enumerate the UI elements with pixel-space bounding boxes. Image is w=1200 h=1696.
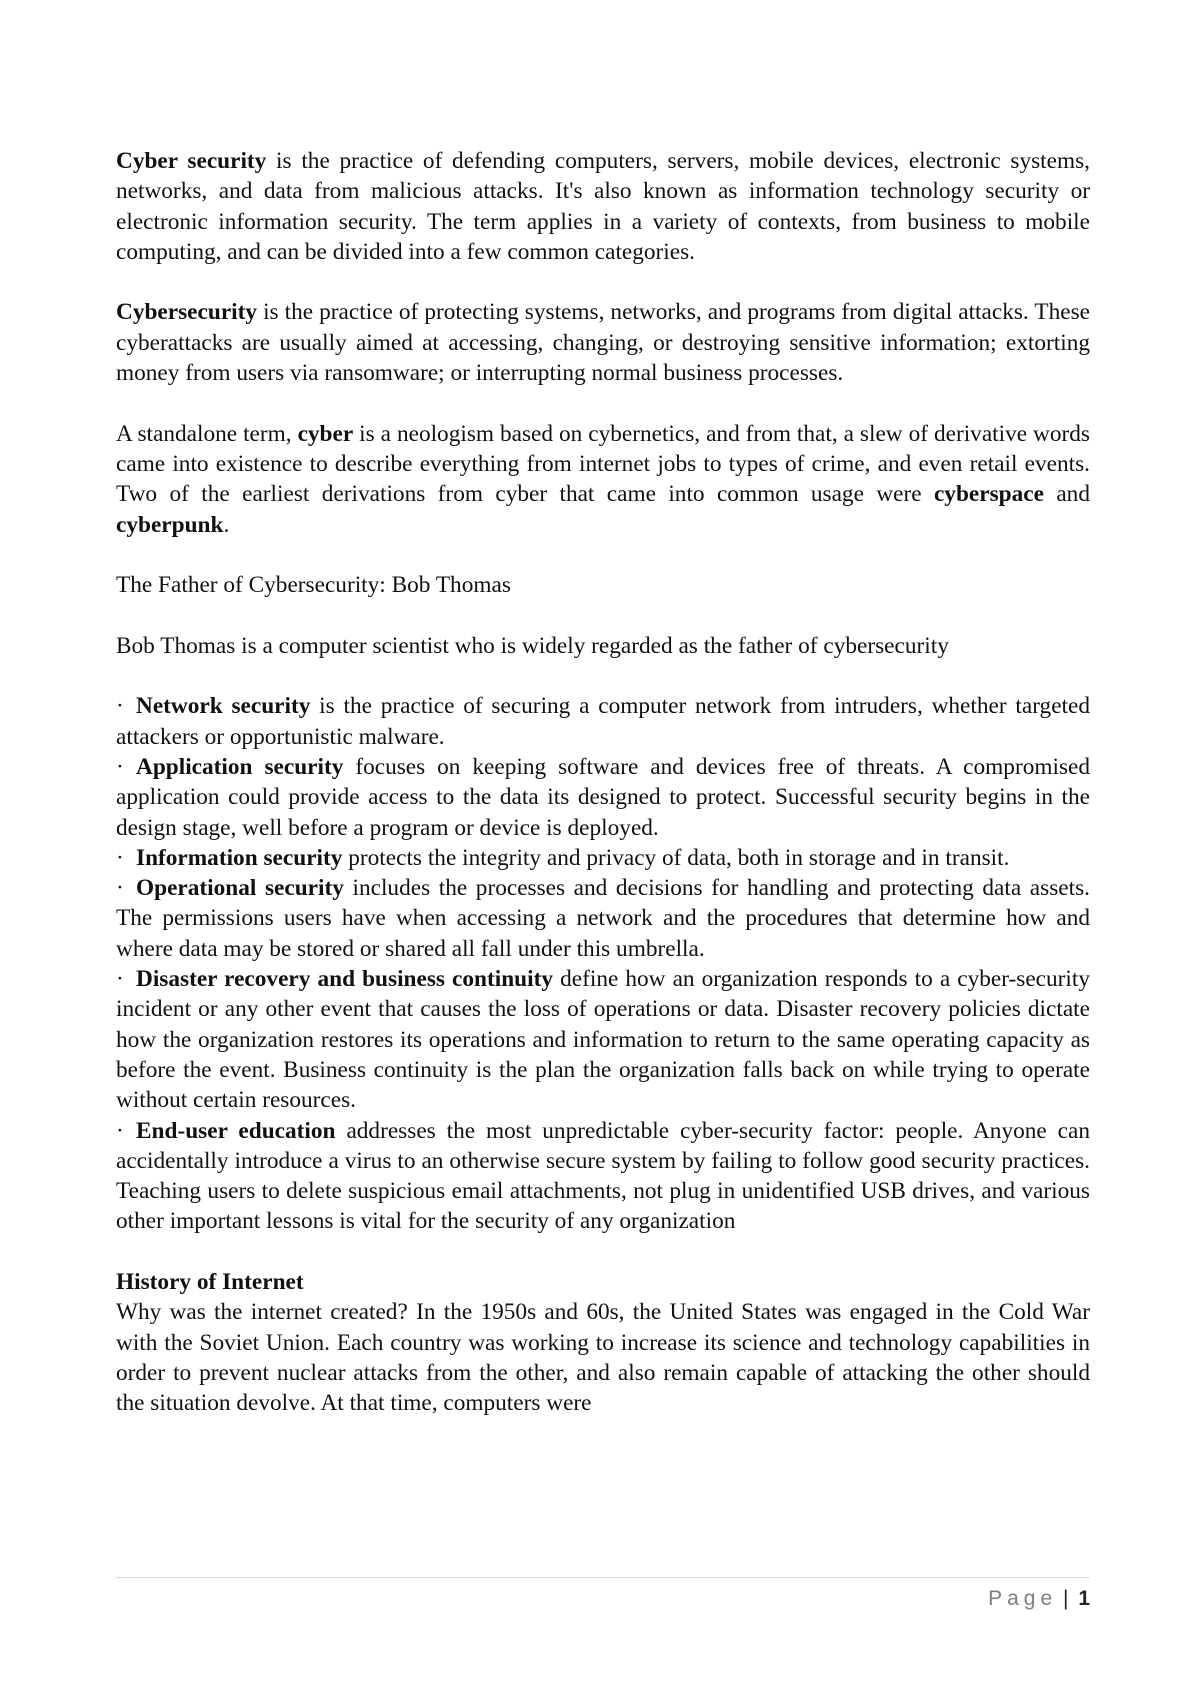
term-operational-security: Operational security bbox=[136, 875, 344, 902]
bullet-mark: · bbox=[116, 875, 124, 902]
list-item-network-security bbox=[116, 691, 1090, 752]
term-information-security: Information security bbox=[136, 844, 343, 871]
term-application-security: Application security bbox=[136, 753, 344, 780]
paragraph-cyber-security bbox=[116, 146, 1090, 267]
bullet-mark: · bbox=[116, 844, 124, 871]
bullet-mark: · bbox=[116, 693, 124, 720]
paragraph-text: is the practice of defending computers, servers, mobile devices, electronic systems, networks, and data from malicious attacks. It's also known as information technology security or electronic information security. The term applies in a variety of contexts, from business to mobile computing, and can be divided into a few common categories. bbox=[116, 148, 1091, 265]
paragraph-text: and bbox=[1043, 481, 1090, 508]
history-heading: History of Internet bbox=[116, 1268, 304, 1295]
footer-page-number: 1 bbox=[1078, 1587, 1090, 1610]
term-cyber-security: Cyber security bbox=[116, 148, 267, 174]
list-item-text: define how an organization responds to a cyber-security incident or any other event that causes the loss of operations or data. Disaster recovery policies dictate how the organization restores its operations and information to return to the same operating capacity as before the event. Business continuity is the plan the organization falls back on while trying to operate without certain resources. bbox=[116, 966, 1090, 1114]
term-cyberspace: cyberspace bbox=[933, 481, 1044, 508]
list-item-text: addresses the most unpredictable cyber-security factor: people. Anyone can accidentally introduce a virus to an otherwise secure system by failing to follow good security practices. Teaching users to delete suspicious email attachments, not plug in unidentified USB drives, and various other important lessons is vital for the security of any organization bbox=[116, 1117, 1091, 1235]
security-categories-list bbox=[116, 691, 1090, 1236]
term-cyberpunk: cyberpunk bbox=[116, 511, 224, 538]
list-item-text: is the practice of securing a computer network from intruders, whether targeted attackers or opportunistic malware. bbox=[116, 693, 1090, 750]
footer-page-label: Page bbox=[988, 1587, 1058, 1610]
term-disaster-recovery: Disaster recovery and business continuity bbox=[136, 966, 554, 993]
paragraph-text: is a neologism based on cybernetics, and from that, a slew of derivative words came into existence to describe everything from internet jobs to types of crime, and even retail events. Two of the earliest derivations from cyber that came into common usage were bbox=[116, 420, 1090, 508]
footer-separator: | bbox=[1063, 1587, 1069, 1610]
paragraph-text: . bbox=[223, 511, 230, 538]
term-cyber: cyber bbox=[297, 420, 354, 447]
paragraph-bob-thomas: Bob Thomas is a computer scientist who is widely regarded as the father of cybersecurity bbox=[116, 632, 949, 659]
paragraph-father-title: The Father of Cybersecurity: Bob Thomas bbox=[116, 572, 511, 599]
term-network-security: Network security bbox=[136, 693, 311, 720]
bullet-mark: · bbox=[116, 966, 124, 993]
list-item-application-security bbox=[116, 752, 1090, 843]
paragraph-text: A standalone term, bbox=[116, 420, 298, 447]
list-item-text: protects the integrity and privacy of data, both in storage and in transit. bbox=[342, 844, 1010, 871]
paragraph-text: is the practice of protecting systems, networks, and programs from digital attacks. These cyberattacks are usually aimed at accessing, changing, or destroying sensitive information; extorting money from users via ransomware; or interrupting normal business processes. bbox=[116, 299, 1090, 387]
document-body bbox=[116, 146, 1090, 1418]
term-cybersecurity: Cybersecurity bbox=[116, 299, 258, 326]
paragraph-cybersecurity bbox=[116, 297, 1090, 388]
page-footer bbox=[988, 1586, 1090, 1612]
bullet-mark: · bbox=[116, 753, 124, 780]
list-item-disaster-recovery bbox=[116, 964, 1090, 1115]
list-item-information-security bbox=[116, 843, 1090, 873]
footer-divider bbox=[116, 1577, 1090, 1578]
list-item-end-user-education bbox=[116, 1116, 1090, 1237]
paragraph-cyber-term bbox=[116, 419, 1090, 540]
history-paragraph: Why was the internet created? In the 1950s and 60s, the United States was engaged in the Cold War with the Soviet Union. Each country was working to increase its science and technology capabilities in order to prevent nuclear attacks from the other, and also remain capable of attacking the other should the situation devolve. At that time, computers were bbox=[116, 1299, 1090, 1417]
list-item-text: includes the processes and decisions for handling and protecting data assets. The permissions users have when accessing a network and the procedures that determine how and where data may be stored or shared all fall under this umbrella. bbox=[116, 875, 1090, 962]
list-item-operational-security bbox=[116, 873, 1090, 964]
term-end-user-education: End-user education bbox=[136, 1117, 336, 1144]
list-item-text: focuses on keeping software and devices free of threats. A compromised application could provide access to the data its designed to protect. Successful security begins in the design stage, well before a program or device is deployed. bbox=[116, 753, 1090, 841]
bullet-mark: · bbox=[116, 1117, 124, 1144]
